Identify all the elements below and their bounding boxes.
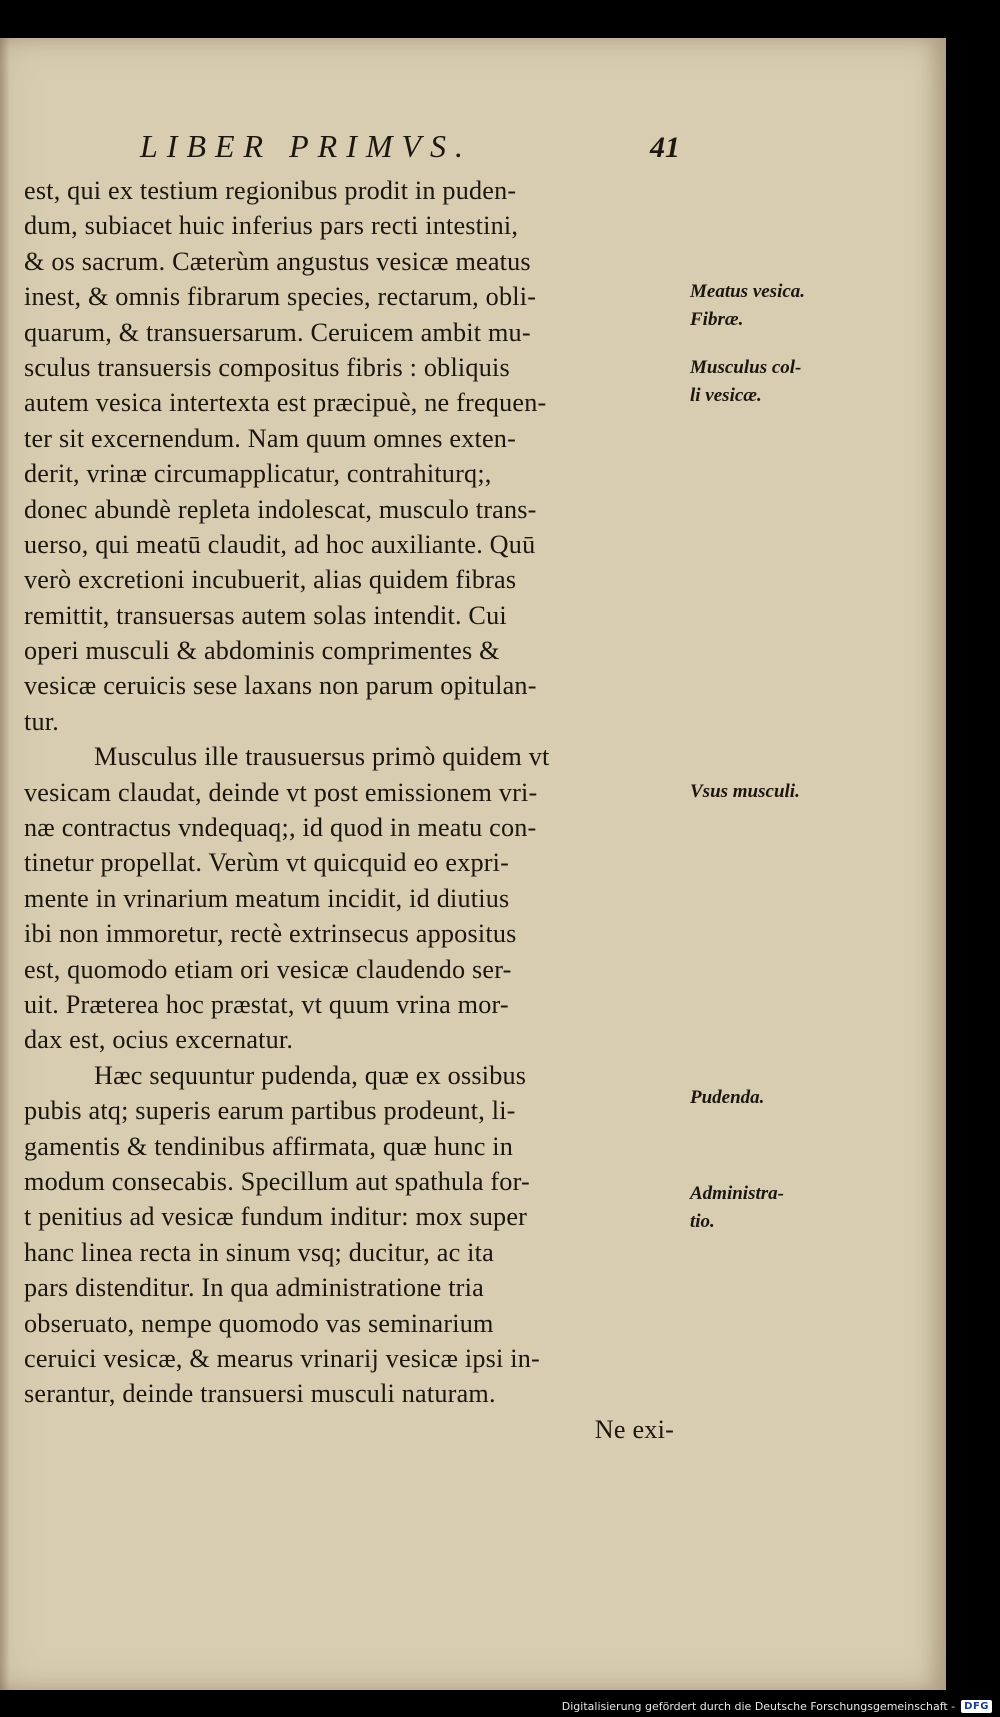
- text-line: tur.: [24, 706, 59, 736]
- credit-text: Digitalisierung gefördert durch die Deutsche Forschungsgemeinschaft -: [561, 1700, 956, 1713]
- catchword: Ne exi-: [594, 1414, 674, 1444]
- text-line: serantur, deinde transuersi musculi naturam.: [24, 1379, 496, 1409]
- text-line: modum consecabis. Specillum aut spathula for-: [24, 1166, 530, 1196]
- text-line: vesicæ ceruicis sese laxans non parum opitulan-: [24, 671, 537, 701]
- page-number: 41: [650, 131, 680, 164]
- text-line: dax est, ocius excernatur.: [24, 1025, 294, 1055]
- text-line: remittit, transuersas autem solas intendit. Cui: [24, 600, 507, 630]
- margin-note-line: Pudenda.: [690, 1087, 765, 1108]
- margin-note-musculus-colli: [690, 354, 850, 410]
- text-line: dum, subiacet huic inferius pars recti intestini,: [24, 211, 519, 241]
- text-line: donec abundè repleta indolescat, musculo trans-: [24, 494, 537, 524]
- text-line: hanc linea recta in sinum vsq; ducitur, ac ita: [24, 1237, 494, 1267]
- text-line: t penitius ad vesicæ fundum inditur: mox super: [24, 1202, 528, 1232]
- body-text: [24, 173, 674, 1447]
- running-head: [140, 128, 680, 165]
- text-line: & os sacrum. Cæterùm angustus vesicæ meatus: [24, 246, 531, 276]
- text-line: pars distenditur. In qua administratione tria: [24, 1273, 484, 1303]
- text-line: quarum, & transuersarum. Ceruicem ambit mu-: [24, 317, 531, 347]
- book-page: [0, 38, 946, 1690]
- text-line: inest, & omnis fibrarum species, rectarum, obli-: [24, 282, 537, 312]
- text-line: tinetur propellat. Verùm vt quicquid eo expri-: [24, 848, 510, 878]
- paragraph-start-line: Hæc sequuntur pudenda, quæ ex ossibus: [94, 1060, 527, 1090]
- margin-note-meatus: [690, 278, 850, 334]
- dfg-logo: DFG: [961, 1700, 992, 1713]
- margin-note-line: Vsus musculi.: [690, 781, 800, 802]
- text-line: sculus transuersis compositus fibris : obliquis: [24, 352, 510, 382]
- text-line: pubis atq; superis earum partibus prodeunt, li-: [24, 1096, 516, 1126]
- margin-note-usus-musculi: [690, 778, 850, 806]
- margin-note-line: Fibræ.: [690, 309, 744, 330]
- text-line: ceruici vesicæ, & mearus vrinarij vesicæ ipsi in-: [24, 1343, 540, 1373]
- text-line: operi musculi & abdominis comprimentes &: [24, 636, 500, 666]
- paragraph-start-line: Musculus ille trausuersus primò quidem vt: [94, 742, 550, 772]
- text-line: gamentis & tendinibus affirmata, quæ hunc in: [24, 1131, 514, 1161]
- text-line: næ contractus vndequaq;, id quod in meatu con-: [24, 813, 537, 843]
- margin-note-administratio: [690, 1180, 850, 1236]
- text-line: uerso, qui meatū claudit, ad hoc auxiliante. Quū: [24, 529, 536, 559]
- text-line: ter sit excernendum. Nam quum omnes exten-: [24, 423, 516, 453]
- text-line: ibi non immoretur, rectè extrinsecus appositus: [24, 919, 517, 949]
- text-line: uit. Præterea hoc præstat, vt quum vrina mor-: [24, 989, 509, 1019]
- margin-note-line: li vesicæ.: [690, 385, 762, 406]
- text-line: autem vesica intertexta est præcipuè, ne frequen-: [24, 388, 547, 418]
- text-line: est, qui ex testium regionibus prodit in puden-: [24, 176, 517, 205]
- text-line: verò excretioni incubuerit, alias quidem fibras: [24, 565, 517, 595]
- digitization-credit: [562, 1700, 992, 1713]
- margin-note-line: Administra-: [690, 1183, 784, 1204]
- running-title: LIBER PRIMVS.: [140, 128, 473, 164]
- text-line: est, quomodo etiam ori vesicæ claudendo ser-: [24, 954, 512, 984]
- text-line: obseruato, nempe quomodo vas seminarium: [24, 1308, 494, 1338]
- margin-note-line: tio.: [690, 1211, 715, 1232]
- margin-note-line: Meatus vesica.: [690, 281, 806, 302]
- text-line: derit, vrinæ circumapplicatur, contrahiturq;,: [24, 459, 492, 489]
- text-line: vesicam claudat, deinde vt post emissionem vri-: [24, 777, 538, 807]
- margin-note-pudenda: [690, 1084, 850, 1112]
- text-line: mente in vrinarium meatum incidit, id diutius: [24, 883, 510, 913]
- margin-note-line: Musculus col-: [690, 357, 802, 378]
